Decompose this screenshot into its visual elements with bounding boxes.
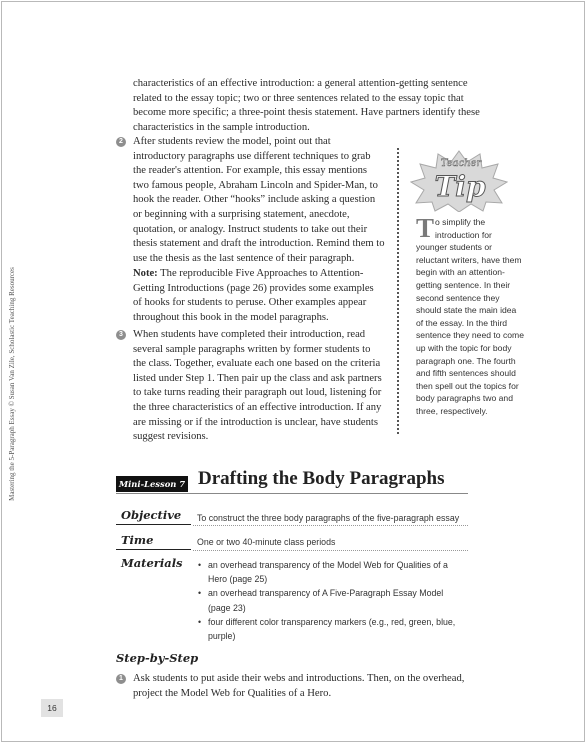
title-rule [116,493,468,494]
row-divider [193,525,468,526]
materials-label: Materials [121,556,183,570]
note-text: The reproducible Five Approaches to Attention-Getting Introductions (page 26) provides some examples of hooks for students to peruse. Other examples appear throughout this book in the model paragraphs. [133,268,374,323]
page-number: 16 [41,699,63,717]
teacher-tip-big-label: Tip [434,170,486,203]
step-text: When students have completed their introduction, read several sample paragraphs written by former students to the class. Together, evaluate each one based on the criteria listed under Step 1. Then pair up the class and ask partners to take turns reading their paragraph out loud, listening for the three characteristics of an effective introduction. If any are missing or if the introduction is unclear, have students suggest revisions. [133,329,382,443]
teacher-tip-body: o simplify the introduction for younger students or reluctant writers, have them begin with an attention-getting sentence. In their second sentence they should state the main idea of the essay. In the third sentence they need to come up with the topic for body paragraph one. The fourth and fifth sentences should then spell out the topics for body paragraphs two and three, respectively. [416,217,524,416]
step-text: After students review the model, point out that introductory paragraphs use different techniques to grab the reader's attention. For example, this essay mentions two famous people, Abraham Lincoln and Spider-Man, to hook the reader. Other “hooks” include asking a question or beginning with a surprising statement, anecdote, quotation, or analogy. Instruct students to take out their thesis statement and draft the introduction. Remind them to use the thesis as the last sentence of their paragraph. [133,136,385,264]
section-rule [116,549,191,550]
step-number-badge: 2 [116,137,126,147]
teacher-tip-small-label: Teacher [440,158,482,169]
objective-text: To construct the three body paragraphs of the five-paragraph essay [197,513,460,523]
teacher-tip-text [416,213,524,418]
time-text: One or two 40-minute class periods [197,537,336,547]
list-item: • an overhead transparency of the Model Web for Qualities of a Hero (page 25) [198,558,468,586]
section-rule [116,524,191,525]
note-label: Note: [133,268,158,279]
sidebar-divider [397,148,399,434]
mini-lesson-title: Drafting the Body Paragraphs [198,468,445,489]
step-text: Ask students to put aside their webs and introductions. Then, on the overhead, project the Model Web for Qualities of a Hero. [133,673,465,699]
mini-lesson-tag: Mini-Lesson 7 [116,476,188,492]
objective-label: Objective [121,508,182,522]
time-label: Time [121,533,154,547]
step-number-badge: 3 [116,330,126,340]
note-paragraph [133,267,385,325]
step-by-step-heading: Step-by-Step [116,651,199,665]
list-item: • four different color transparency markers (e.g., red, green, blue, purple) [198,615,468,643]
step-number-badge: 1 [116,674,126,684]
list-item: • an overhead transparency of A Five-Paragraph Essay Model (page 23) [198,586,468,614]
side-credit: Mastering the 5-Paragraph Essay © Susan Van Zile, Scholastic Teaching Resources [8,267,16,501]
intro-paragraph: characteristics of an effective introduction: a general attention-getting sentence related to the essay topic; two or three sentences related to the essay topic that become more specific; a three-point thesis statement. Have partners identify these characteristics in the sample introduction. [133,78,480,133]
teacher-tip-badge [410,150,508,212]
row-divider [193,550,468,551]
materials-list [198,558,468,643]
teacher-tip-dropcap: T [416,213,435,243]
